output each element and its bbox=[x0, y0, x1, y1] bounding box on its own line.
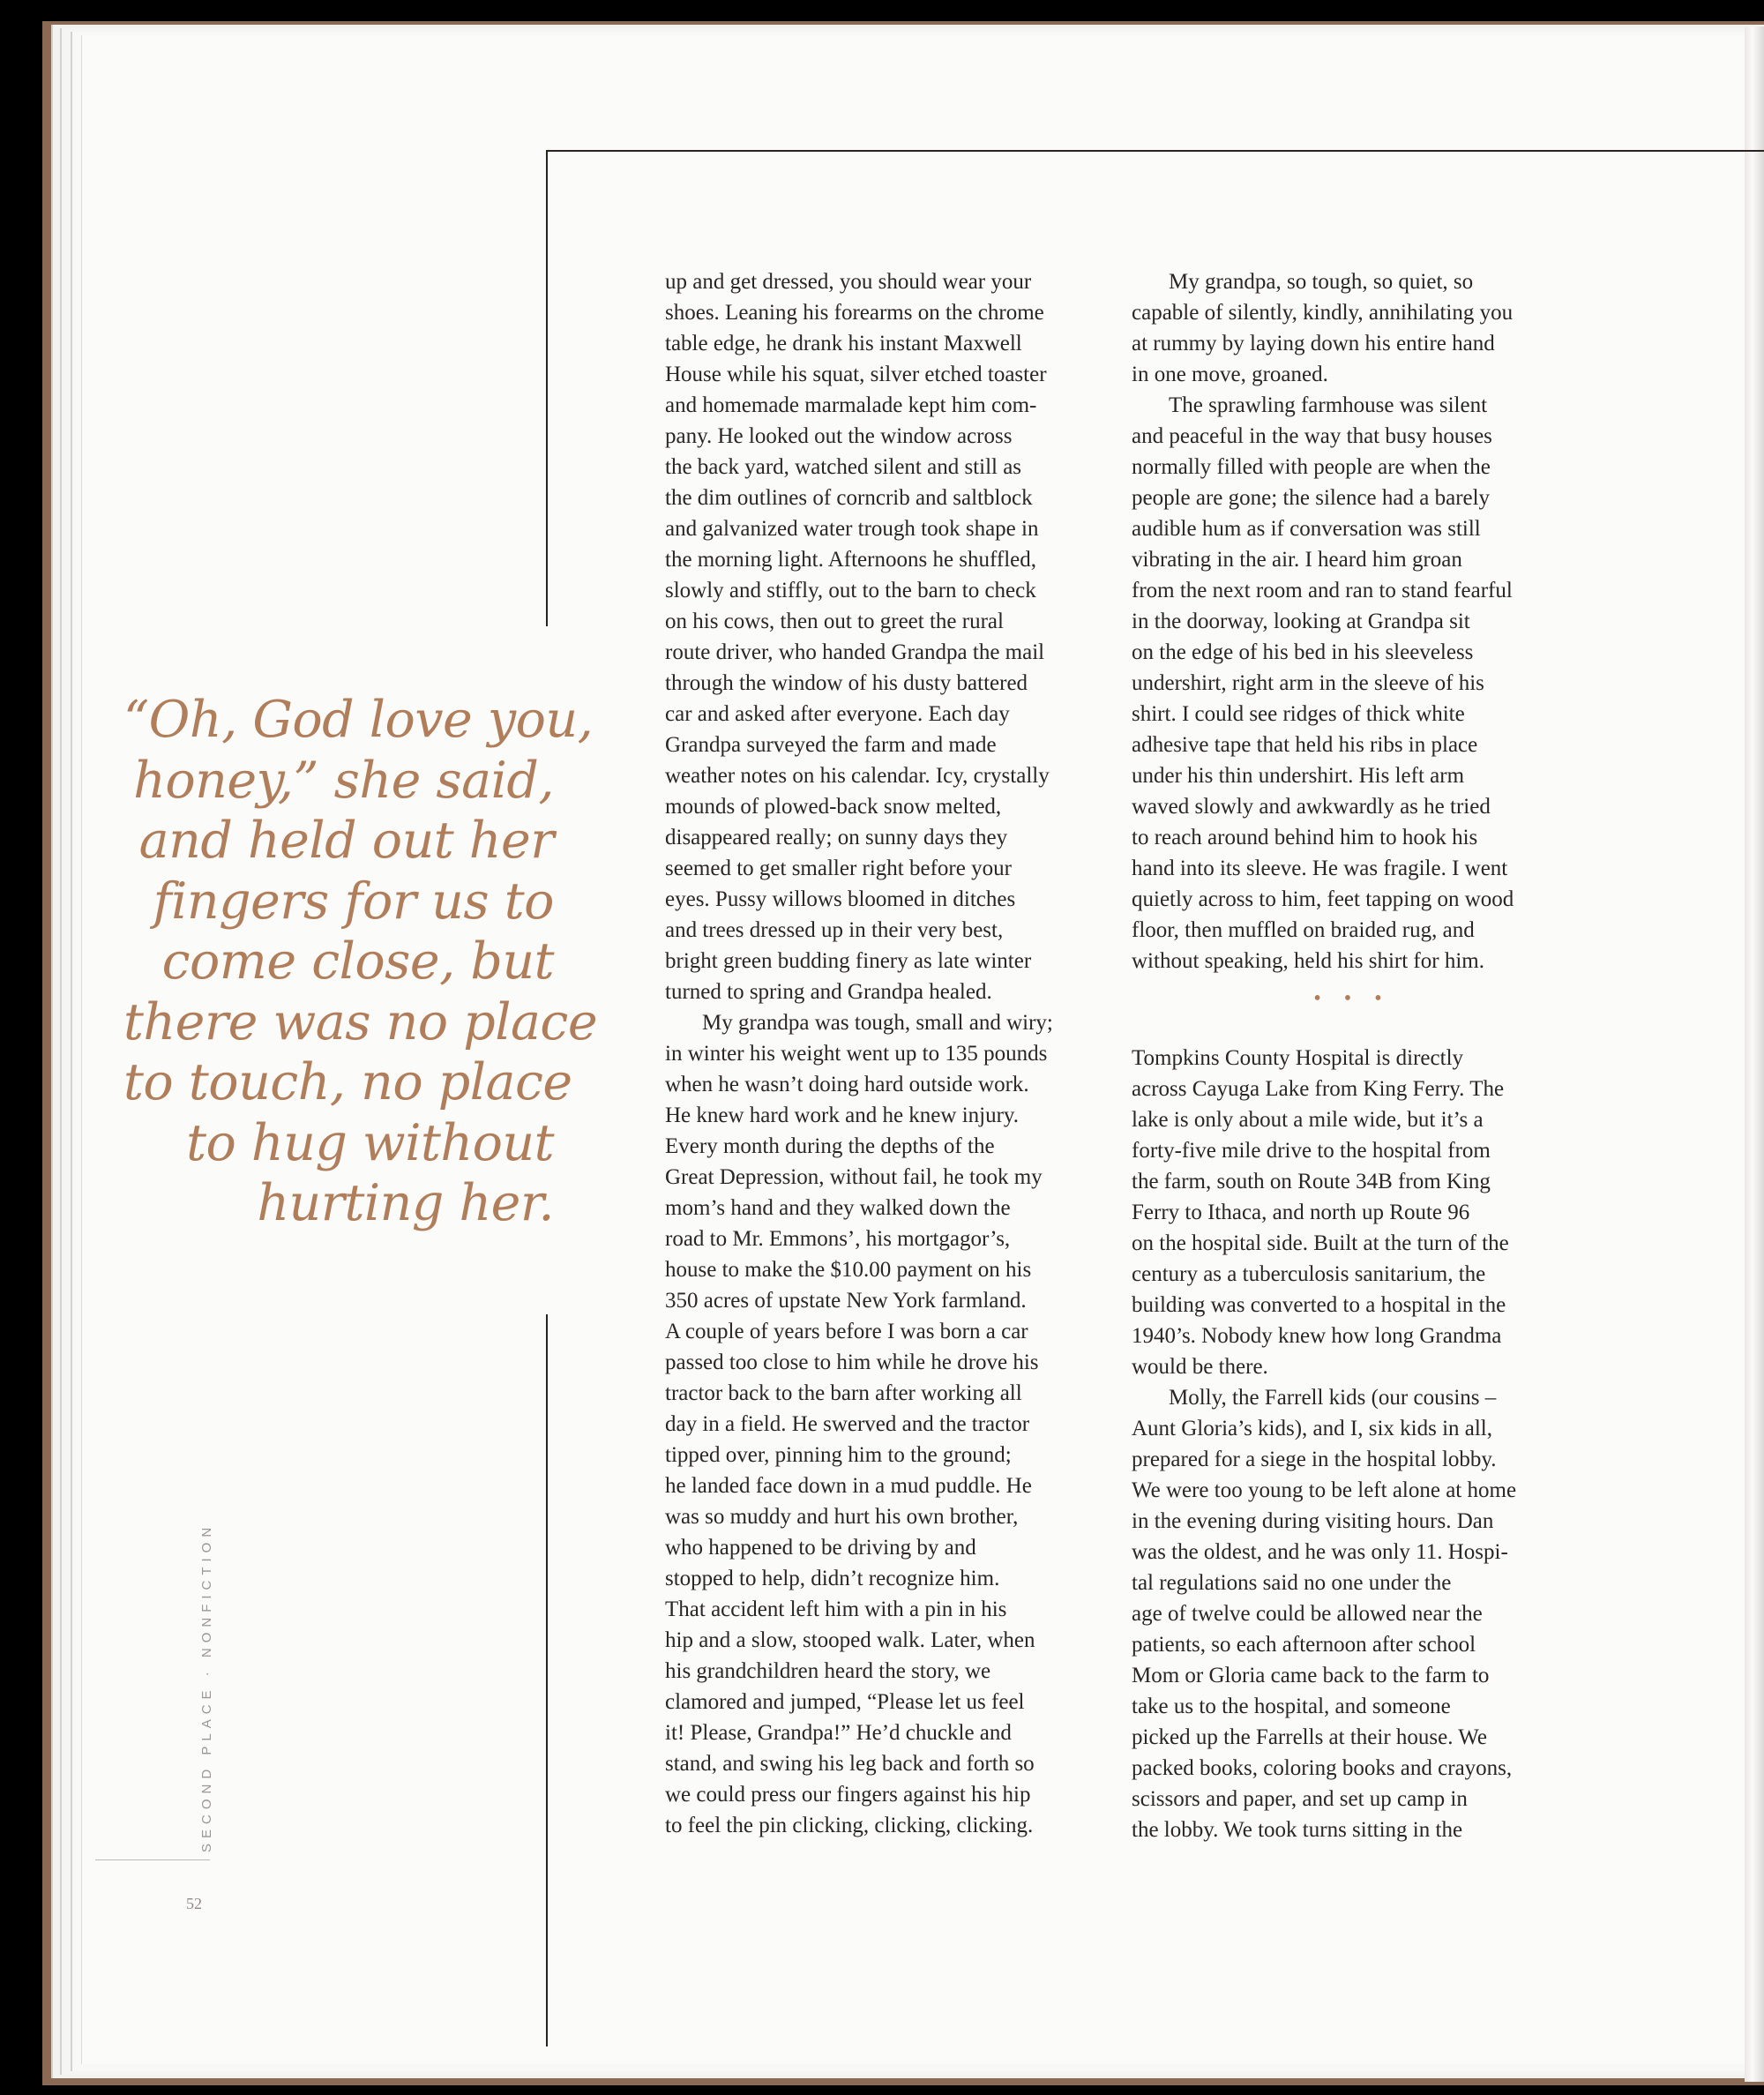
text-line: prepared for a siege in the hospital lobby. bbox=[1132, 1448, 1497, 1471]
text-line: That accident left him with a pin in his bbox=[665, 1597, 1007, 1621]
text-line: it! Please, Grandpa!” He’d chuckle and bbox=[665, 1721, 1012, 1745]
text-line: undershirt, right arm in the sleeve of his bbox=[1132, 671, 1484, 695]
text-line: My grandpa, so tough, so quiet, so bbox=[1169, 270, 1474, 294]
text-line: stand, and swing his leg back and forth so bbox=[665, 1752, 1035, 1776]
paragraph bbox=[665, 1007, 1104, 1841]
text-line: at rummy by laying down his entire hand bbox=[1132, 332, 1495, 355]
text-line: and peaceful in the way that busy houses bbox=[1132, 424, 1492, 448]
text-line: packed books, coloring books and crayons, bbox=[1132, 1756, 1513, 1780]
top-rule bbox=[547, 150, 1764, 152]
pull-quote-line: come close, but bbox=[161, 932, 554, 991]
text-line: through the window of his dusty battered bbox=[665, 671, 1028, 695]
text-line: quietly across to him, feet tapping on wood bbox=[1132, 887, 1514, 911]
text-line: building was converted to a hospital in the bbox=[1132, 1293, 1506, 1317]
text-line: forty-five mile drive to the hospital from bbox=[1132, 1139, 1491, 1163]
text-line: was so muddy and hurt his own brother, bbox=[665, 1505, 1019, 1529]
text-line: to feel the pin clicking, clicking, clicking. bbox=[665, 1814, 1034, 1837]
text-line: Aunt Gloria’s kids), and I, six kids in all, bbox=[1132, 1417, 1492, 1440]
text-line: mom’s hand and they walked down the bbox=[665, 1196, 1011, 1220]
text-line: normally filled with people are when the bbox=[1132, 455, 1491, 479]
page-gutter-edge bbox=[1745, 26, 1764, 2082]
text-line: tipped over, pinning him to the ground; bbox=[665, 1443, 1012, 1467]
text-line: vibrating in the air. I heard him groan bbox=[1132, 548, 1462, 572]
folio-rule bbox=[95, 1859, 210, 1860]
text-line: in winter his weight went up to 135 pounds bbox=[665, 1042, 1048, 1066]
text-line: hand into its sleeve. He was fragile. I went bbox=[1132, 857, 1508, 880]
body-column-left bbox=[665, 266, 1104, 1841]
text-line: we could press our fingers against his hip bbox=[665, 1783, 1031, 1807]
text-line: people are gone; the silence had a barely bbox=[1132, 486, 1491, 510]
text-line: on the hospital side. Built at the turn of the bbox=[1132, 1231, 1509, 1255]
text-line: was the oldest, and he was only 11. Hospi- bbox=[1132, 1540, 1508, 1564]
text-line: Great Depression, without fail, he took my bbox=[665, 1165, 1043, 1189]
text-line: and galvanized water trough took shape in bbox=[665, 517, 1039, 541]
text-line: road to Mr. Emmons’, his mortgagor’s, bbox=[665, 1227, 1011, 1251]
text-line: from the next room and ran to stand fearful bbox=[1132, 579, 1513, 602]
text-line: adhesive tape that held his ribs in place bbox=[1132, 733, 1478, 757]
text-line: age of twelve could be allowed near the bbox=[1132, 1602, 1483, 1626]
paragraph bbox=[1132, 266, 1573, 390]
text-line: capable of silently, kindly, annihilating you bbox=[1132, 301, 1514, 325]
text-line: Mom or Gloria came back to the farm to bbox=[1132, 1664, 1490, 1687]
text-line: the farm, south on Route 34B from King bbox=[1132, 1170, 1491, 1193]
text-line: Grandpa surveyed the farm and made bbox=[665, 733, 997, 757]
paragraph bbox=[1132, 1043, 1573, 1382]
pull-quote bbox=[123, 690, 598, 1234]
section-label: SECOND PLACE · NONFICTION bbox=[199, 1522, 214, 1852]
text-line: route driver, who handed Grandpa the mail bbox=[665, 640, 1045, 664]
vertical-rule-upper bbox=[546, 150, 548, 626]
text-line: when he wasn’t doing hard outside work. bbox=[665, 1073, 1029, 1096]
pull-quote-line: and held out her bbox=[138, 812, 554, 870]
text-line: House while his squat, silver etched toaster bbox=[665, 363, 1047, 386]
text-line: and trees dressed up in their very best, bbox=[665, 918, 1004, 942]
text-line: under his thin undershirt. His left arm bbox=[1132, 764, 1465, 788]
text-line: the dim outlines of corncrib and saltblock bbox=[665, 486, 1033, 510]
text-line: seemed to get smaller right before your bbox=[665, 857, 1012, 880]
text-line: in the evening during visiting hours. Dan bbox=[1132, 1509, 1494, 1533]
text-line: century as a tuberculosis sanitarium, the bbox=[1132, 1262, 1486, 1286]
text-line: day in a field. He swerved and the tractor bbox=[665, 1412, 1030, 1436]
text-line: tractor back to the barn after working all bbox=[665, 1381, 1022, 1405]
text-line: bright green budding finery as late winter bbox=[665, 949, 1032, 973]
text-line: weather notes on his calendar. Icy, crystally bbox=[665, 764, 1050, 788]
text-line: Every month during the depths of the bbox=[665, 1134, 995, 1158]
text-line: tal regulations said no one under the bbox=[1132, 1571, 1452, 1595]
text-line: he landed face down in a mud puddle. He bbox=[665, 1474, 1032, 1498]
text-line: scissors and paper, and set up camp in bbox=[1132, 1787, 1468, 1811]
text-line: stopped to help, didn’t recognize him. bbox=[665, 1567, 1000, 1590]
vertical-rule-lower bbox=[546, 1314, 548, 2046]
text-line: to reach around behind him to hook his bbox=[1132, 826, 1478, 849]
text-line: shirt. I could see ridges of thick white bbox=[1132, 702, 1465, 726]
text-line: We were too young to be left alone at home bbox=[1132, 1478, 1517, 1502]
body-column-right bbox=[1132, 266, 1573, 1845]
section-break-ornament: • • • bbox=[1313, 987, 1391, 1010]
text-line: his grandchildren heard the story, we bbox=[665, 1659, 991, 1683]
paragraph bbox=[665, 266, 1104, 1007]
text-line: take us to the hospital, and someone bbox=[1132, 1695, 1451, 1718]
pull-quote-line: fingers for us to bbox=[153, 872, 554, 931]
text-line: waved slowly and awkwardly as he tried bbox=[1132, 795, 1491, 819]
text-line: across Cayuga Lake from King Ferry. The bbox=[1132, 1077, 1505, 1101]
text-line: without speaking, held his shirt for him. bbox=[1132, 949, 1484, 973]
text-line: hip and a slow, stooped walk. Later, when bbox=[665, 1628, 1035, 1652]
text-line: the morning light. Afternoons he shuffled, bbox=[665, 548, 1037, 572]
text-line: car and asked after everyone. Each day bbox=[665, 702, 1010, 726]
text-line: the back yard, watched silent and still as bbox=[665, 455, 1022, 479]
text-line: picked up the Farrells at their house. We bbox=[1132, 1725, 1487, 1749]
text-line: 350 acres of upstate New York farmland. bbox=[665, 1289, 1027, 1313]
text-line: in one move, groaned. bbox=[1132, 363, 1328, 386]
text-line: disappeared really; on sunny days they bbox=[665, 826, 1008, 849]
text-line: table edge, he drank his instant Maxwell bbox=[665, 332, 1022, 355]
text-line: passed too close to him while he drove his bbox=[665, 1351, 1039, 1374]
text-line: and homemade marmalade kept him com- bbox=[665, 393, 1037, 417]
text-line: Tompkins County Hospital is directly bbox=[1132, 1046, 1464, 1070]
text-line: Molly, the Farrell kids (our cousins – bbox=[1169, 1386, 1497, 1410]
text-line: on the edge of his bed in his sleeveless bbox=[1132, 640, 1474, 664]
pull-quote-line: to hug without bbox=[186, 1113, 554, 1172]
text-line: house to make the $10.00 payment on his bbox=[665, 1258, 1032, 1282]
text-line: in the doorway, looking at Grandpa sit bbox=[1132, 610, 1470, 633]
text-line: lake is only about a mile wide, but it’s a bbox=[1132, 1108, 1484, 1132]
text-line: Ferry to Ithaca, and north up Route 96 bbox=[1132, 1201, 1470, 1224]
text-line: My grandpa was tough, small and wiry; bbox=[702, 1011, 1053, 1035]
text-line: up and get dressed, you should wear your bbox=[665, 270, 1032, 294]
pull-quote-line: to touch, no place bbox=[123, 1053, 572, 1111]
text-line: patients, so each afternoon after school bbox=[1132, 1633, 1476, 1657]
text-line: who happened to be driving by and bbox=[665, 1536, 976, 1560]
text-line: on his cows, then out to greet the rural bbox=[665, 610, 1004, 633]
text-line: turned to spring and Grandpa healed. bbox=[665, 980, 992, 1004]
text-line: He knew hard work and he knew injury. bbox=[665, 1104, 1020, 1127]
text-line: The sprawling farmhouse was silent bbox=[1169, 393, 1488, 417]
pull-quote-line: honey,” she said, bbox=[133, 751, 554, 810]
text-line: the lobby. We took turns sitting in the bbox=[1132, 1818, 1463, 1842]
text-line: clamored and jumped, “Please let us feel bbox=[665, 1690, 1025, 1714]
text-line: slowly and stiffly, out to the barn to check bbox=[665, 579, 1036, 602]
text-line: A couple of years before I was born a car bbox=[665, 1320, 1028, 1343]
text-line: eyes. Pussy willows bloomed in ditches bbox=[665, 887, 1016, 911]
paragraph bbox=[1132, 1382, 1573, 1845]
text-line: floor, then muffled on braided rug, and bbox=[1132, 918, 1475, 942]
text-line: shoes. Leaning his forearms on the chrome bbox=[665, 301, 1044, 325]
text-line: 1940’s. Nobody knew how long Grandma bbox=[1132, 1324, 1502, 1348]
text-line: mounds of plowed-back snow melted, bbox=[665, 795, 1002, 819]
page-number: 52 bbox=[186, 1895, 202, 1912]
paragraph bbox=[1132, 390, 1573, 976]
text-line: audible hum as if conversation was still bbox=[1132, 517, 1481, 541]
text-line: would be there. bbox=[1132, 1355, 1268, 1379]
pull-quote-line: hurting her. bbox=[257, 1174, 554, 1232]
pull-quote-line: “Oh, God love you, bbox=[123, 691, 594, 749]
text-line: pany. He looked out the window across bbox=[665, 424, 1013, 448]
pull-quote-line: there was no place bbox=[123, 992, 598, 1051]
